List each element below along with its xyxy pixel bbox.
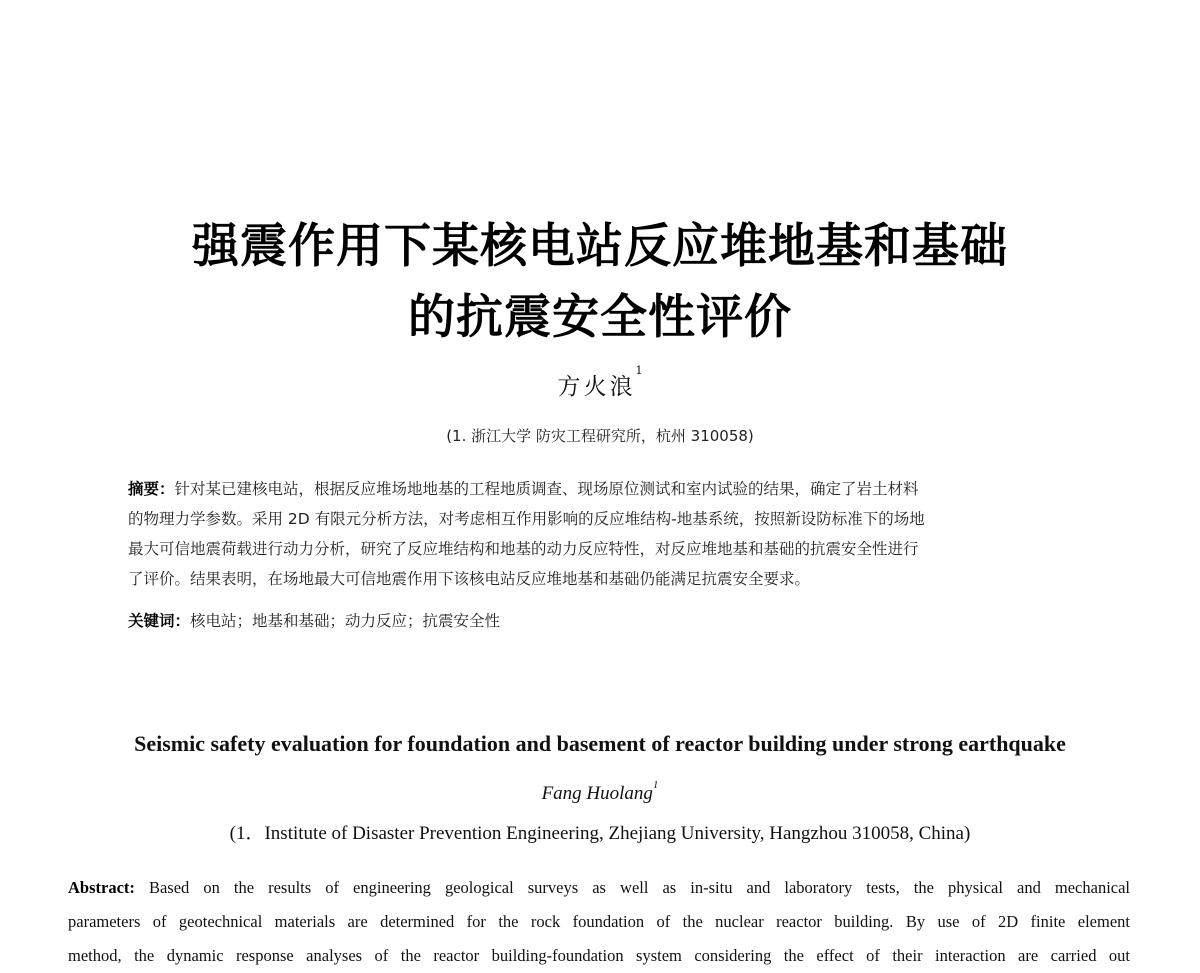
chinese-title-line-2: 的抗震安全性评价	[408, 290, 792, 345]
english-title: Seismic safety evaluation for foundation and basement of reactor building under strong earthquake	[134, 731, 1066, 756]
chinese-abstract	[128, 474, 1082, 594]
english-abstract-line-1	[68, 871, 1130, 905]
chinese-abstract-line-4: 了评价。结果表明，在场地最大可信地震作用下该核电站反应堆地基和基础仍能满足抗震安全要求。	[128, 570, 811, 588]
english-author	[0, 779, 1200, 805]
english-author-name: Fang Huolang	[541, 783, 653, 804]
chinese-author	[0, 364, 1200, 401]
chinese-author-affiliation-mark: 1	[635, 364, 643, 377]
chinese-abstract-text-1: 针对某已建核电站，根据反应堆场地地基的工程地质调查、现场原位测试和室内试验的结果，确定了岩土材料	[174, 480, 919, 498]
chinese-abstract-line-2: 的物理力学参数。采用 2D 有限元分析方法，对考虑相互作用影响的反应堆结构-地基系统，按照新设防标准下的场地	[128, 510, 925, 528]
chinese-affiliation: (1. 浙江大学 防灾工程研究所，杭州 310058)	[446, 427, 754, 445]
chinese-keywords-label: 关键词：	[128, 612, 191, 630]
english-affiliation: (1．Institute of Disaster Prevention Engineering, Zhejiang University, Hangzhou 310058, China)	[229, 823, 971, 844]
chinese-keywords-text: 核电站；地基和基础；动力反应；抗震安全性	[190, 612, 501, 630]
english-abstract	[68, 871, 1130, 973]
chinese-keywords	[128, 609, 1082, 631]
chinese-abstract-line-1	[128, 474, 1082, 504]
chinese-title-line-1: 强震作用下某核电站反应堆地基和基础	[192, 219, 1008, 274]
english-abstract-label: Abstract:	[68, 878, 135, 897]
english-abstract-text-1: Based on the results of engineering geological surveys as well as in-situ and laboratory tests, the physical and mechanical	[148, 878, 1130, 897]
chinese-author-name: 方火浪	[557, 374, 636, 400]
english-abstract-line-3: method, the dynamic response analyses of the reactor building-foundation system considering the effect of their interaction are carried out	[68, 946, 1130, 965]
english-abstract-line-2: parameters of geotechnical materials are determined for the rock foundation of the nuclear reactor building. By use of 2D finite element	[68, 912, 1130, 931]
chinese-abstract-label: 摘要：	[128, 480, 175, 498]
english-author-affiliation-mark: 1	[652, 779, 659, 791]
chinese-abstract-line-3: 最大可信地震荷载进行动力分析，研究了反应堆结构和地基的动力反应特性，对反应堆地基和基础的抗震安全性进行	[128, 540, 919, 558]
